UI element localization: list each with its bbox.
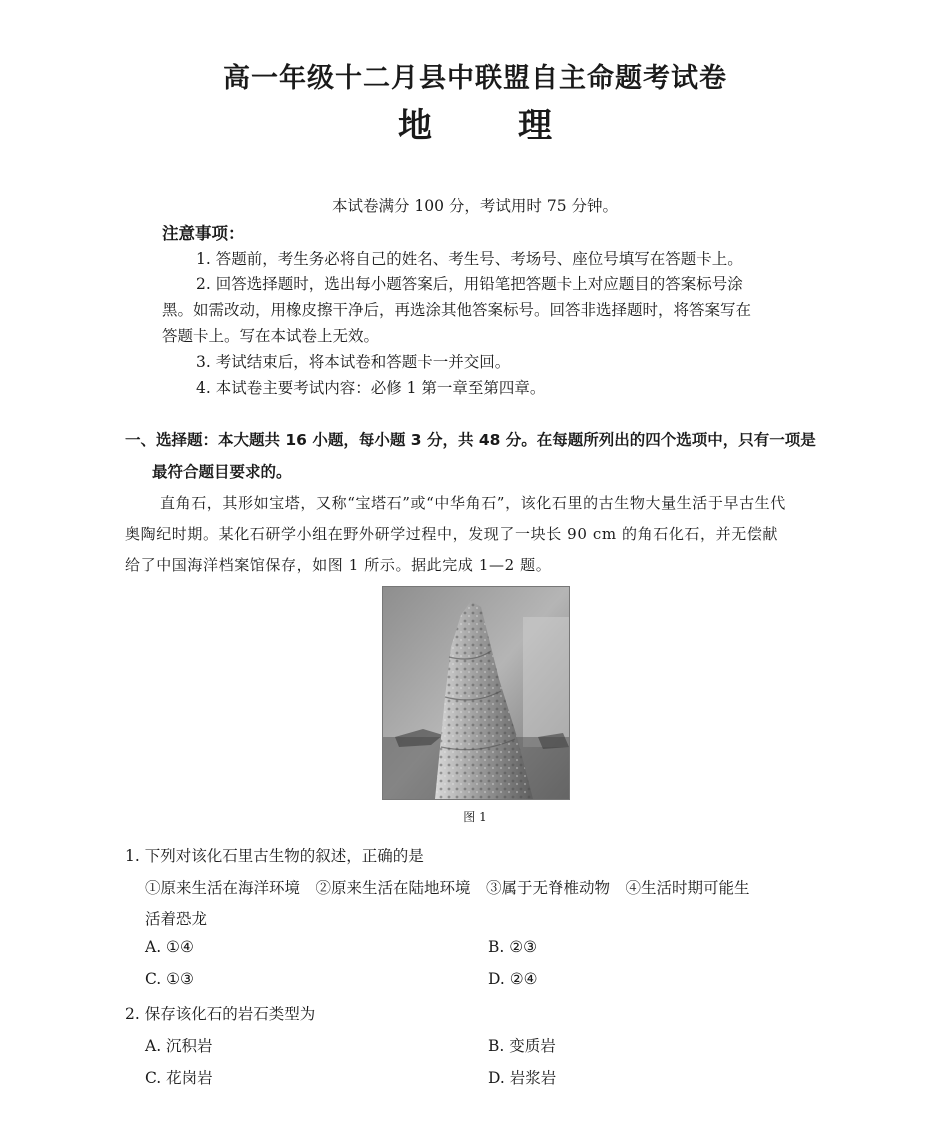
notice-line: 3. 考试结束后，将本试卷和答题卡一并交回。	[196, 353, 511, 371]
question-2-option-d: D. 岩浆岩	[488, 1069, 557, 1087]
section-heading-cont: 最符合题目要求的。	[152, 463, 292, 481]
question-2-option-b: B. 变质岩	[488, 1037, 556, 1055]
exam-info: 本试卷满分 100 分，考试用时 75 分钟。	[331, 197, 619, 215]
notice-heading: 注意事项：	[162, 224, 245, 243]
notice-line: 黑。如需改动，用橡皮擦干净后，再选涂其他答案标号。回答非选择题时，将答案写在	[162, 301, 752, 319]
question-1-option-b: B. ②③	[488, 938, 538, 956]
subject-char-right: 理	[518, 106, 552, 146]
section-heading: 一、选择题：本大题共 16 小题，每小题 3 分，共 48 分。在每题所列出的四个选项中，只有一项是	[125, 431, 816, 449]
passage-line: 直角石，其形如宝塔，又称“宝塔石”或“中华角石”，该化石里的古生物大量生活于早古生代	[160, 494, 786, 512]
question-1-statements-cont: 活着恐龙	[145, 910, 208, 928]
question-1-stem: 1. 下列对该化石里古生物的叙述，正确的是	[125, 847, 424, 865]
subject-title	[0, 98, 950, 147]
question-2-option-c: C. 花岗岩	[145, 1069, 213, 1087]
question-1-option-c: C. ①③	[145, 970, 194, 988]
question-2-stem: 2. 保存该化石的岩石类型为	[125, 1005, 316, 1023]
figure-caption: 图 1	[463, 810, 487, 824]
notice-line: 2. 回答选择题时，选出每小题答案后，用铅笔把答题卡上对应题目的答案标号涂	[196, 275, 743, 293]
subject-char-left: 地	[398, 106, 432, 146]
passage-line: 奥陶纪时期。某化石研学小组在野外研学过程中，发现了一块长 90 cm 的角石化石，并无偿献	[125, 525, 779, 543]
fossil-photo	[382, 586, 570, 800]
question-1-statements: ①原来生活在海洋环境 ②原来生活在陆地环境 ③属于无脊椎动物 ④生活时期可能生	[145, 879, 750, 897]
exam-title: 高一年级十二月县中联盟自主命题考试卷	[223, 63, 727, 94]
question-1-option-a: A. ①④	[145, 938, 194, 956]
notice-line: 答题卡上。写在本试卷上无效。	[162, 327, 380, 345]
question-1-option-d: D. ②④	[488, 970, 538, 988]
notice-line: 1. 答题前，考生务必将自己的姓名、考生号、考场号、座位号填写在答题卡上。	[196, 250, 743, 268]
question-2-option-a: A. 沉积岩	[145, 1037, 213, 1055]
passage-line: 给了中国海洋档案馆保存，如图 1 所示。据此完成 1—2 题。	[125, 556, 552, 574]
notice-line: 4. 本试卷主要考试内容：必修 1 第一章至第四章。	[196, 379, 546, 397]
